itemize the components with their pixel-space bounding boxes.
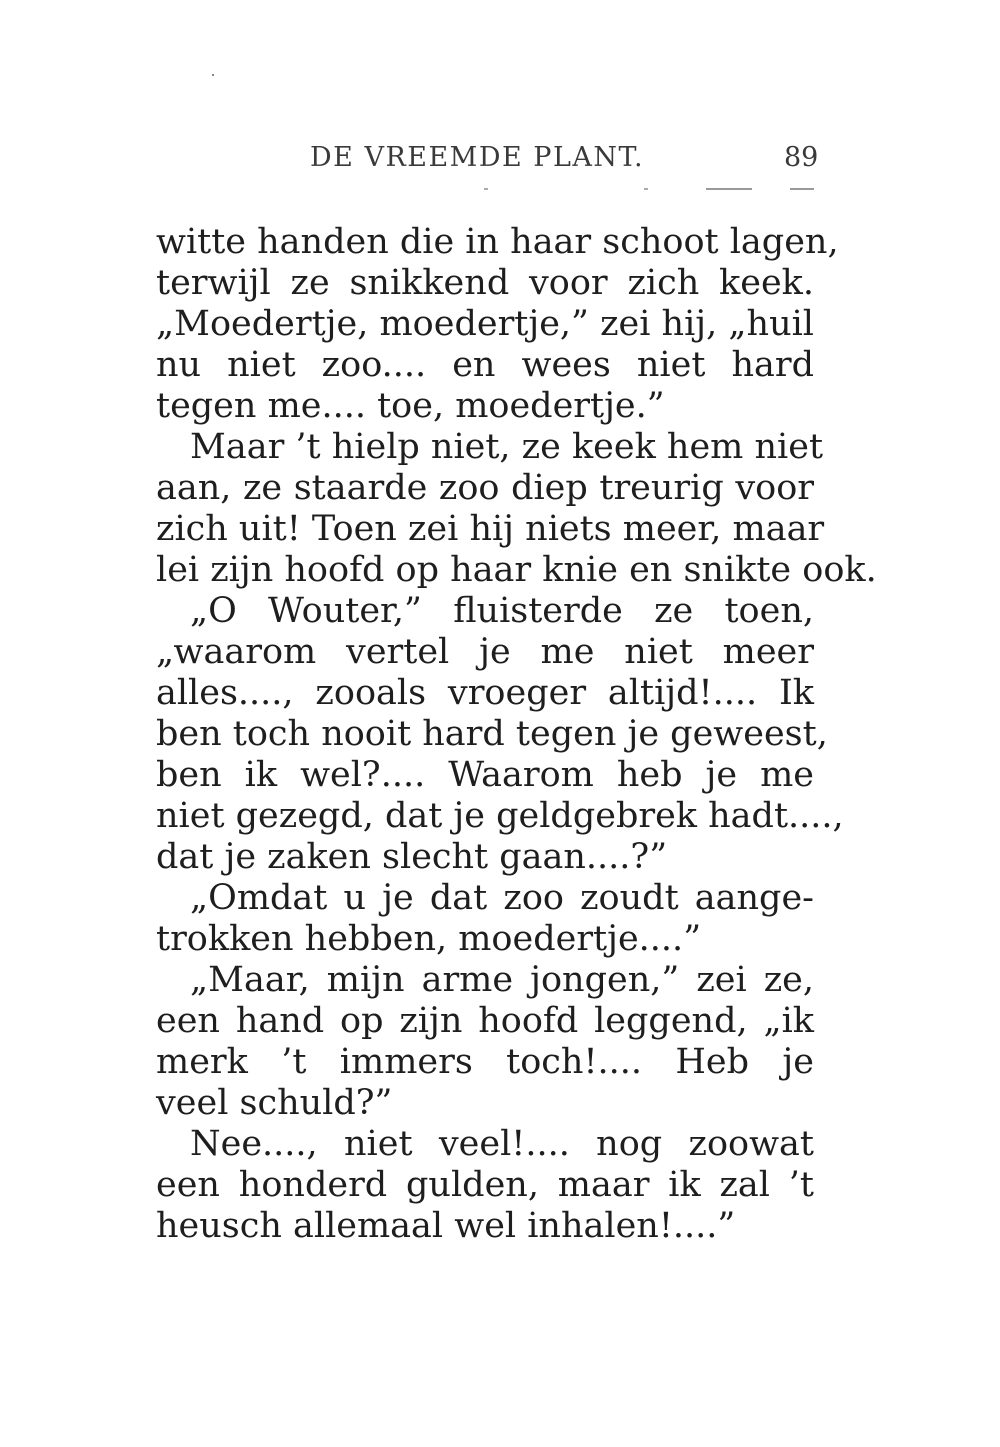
- text-line: niet gezegd, dat je geldgebrek hadt....,: [156, 796, 844, 836]
- text-line: tegen me.... toe, moedertje.”: [156, 386, 665, 426]
- print-mark: [484, 188, 488, 190]
- paragraph: [156, 591, 844, 878]
- text-line: zich uit! Toen zei hij niets meer, maar: [156, 509, 825, 549]
- paragraph: [156, 427, 877, 591]
- paper-speck: [212, 74, 214, 76]
- text-line: een honderd gulden, maar ik zal ’t: [156, 1165, 814, 1205]
- print-mark: [790, 188, 814, 190]
- body-text: [156, 222, 877, 1247]
- text-line: aan, ze staarde zoo diep treurig voor: [156, 468, 814, 508]
- text-line: „waarom vertel je me niet meer: [156, 632, 814, 672]
- text-line: merk ’t immers toch!.... Heb je: [156, 1042, 814, 1082]
- text-line: „Maar, mijn arme jongen,” zei ze,: [190, 960, 814, 1000]
- text-line: ben toch nooit hard tegen je geweest,: [156, 714, 828, 754]
- text-line: veel schuld?”: [156, 1083, 393, 1123]
- paragraph: [156, 960, 814, 1124]
- text-line: „Omdat u je dat zoo zoudt aange-: [190, 878, 814, 918]
- print-mark: [644, 188, 648, 190]
- text-line: heusch allemaal wel inhalen!....”: [156, 1206, 736, 1246]
- text-line: lei zijn hoofd op haar knie en snikte ook.: [156, 550, 877, 590]
- text-line: nu niet zoo.... en wees niet hard: [156, 345, 814, 385]
- text-line: trokken hebben, moedertje....”: [156, 919, 702, 959]
- text-line: ben ik wel?.... Waarom heb je me: [156, 755, 814, 795]
- text-line: Nee...., niet veel!.... nog zoowat: [190, 1124, 814, 1164]
- print-mark: [706, 188, 752, 190]
- paragraph: [156, 222, 839, 427]
- text-line: „O Wouter,” fluisterde ze toen,: [190, 591, 814, 631]
- text-line: witte handen die in haar schoot lagen,: [156, 222, 839, 262]
- paragraph: [156, 1124, 814, 1247]
- text-line: „Moedertje, moedertje,” zei hij, „huil: [156, 304, 814, 344]
- running-title: DE VREEMDE PLANT.: [310, 142, 645, 173]
- text-line: terwijl ze snikkend voor zich keek.: [156, 263, 814, 303]
- page-number: 89: [784, 142, 819, 173]
- text-line: een hand op zijn hoofd leggend, „ik: [156, 1001, 814, 1041]
- text-line: alles...., zooals vroeger altijd!.... Ik: [156, 673, 814, 713]
- paragraph: [156, 878, 814, 960]
- text-line: Maar ’t hielp niet, ze keek hem niet: [190, 427, 824, 467]
- text-line: dat je zaken slecht gaan....?”: [156, 837, 668, 877]
